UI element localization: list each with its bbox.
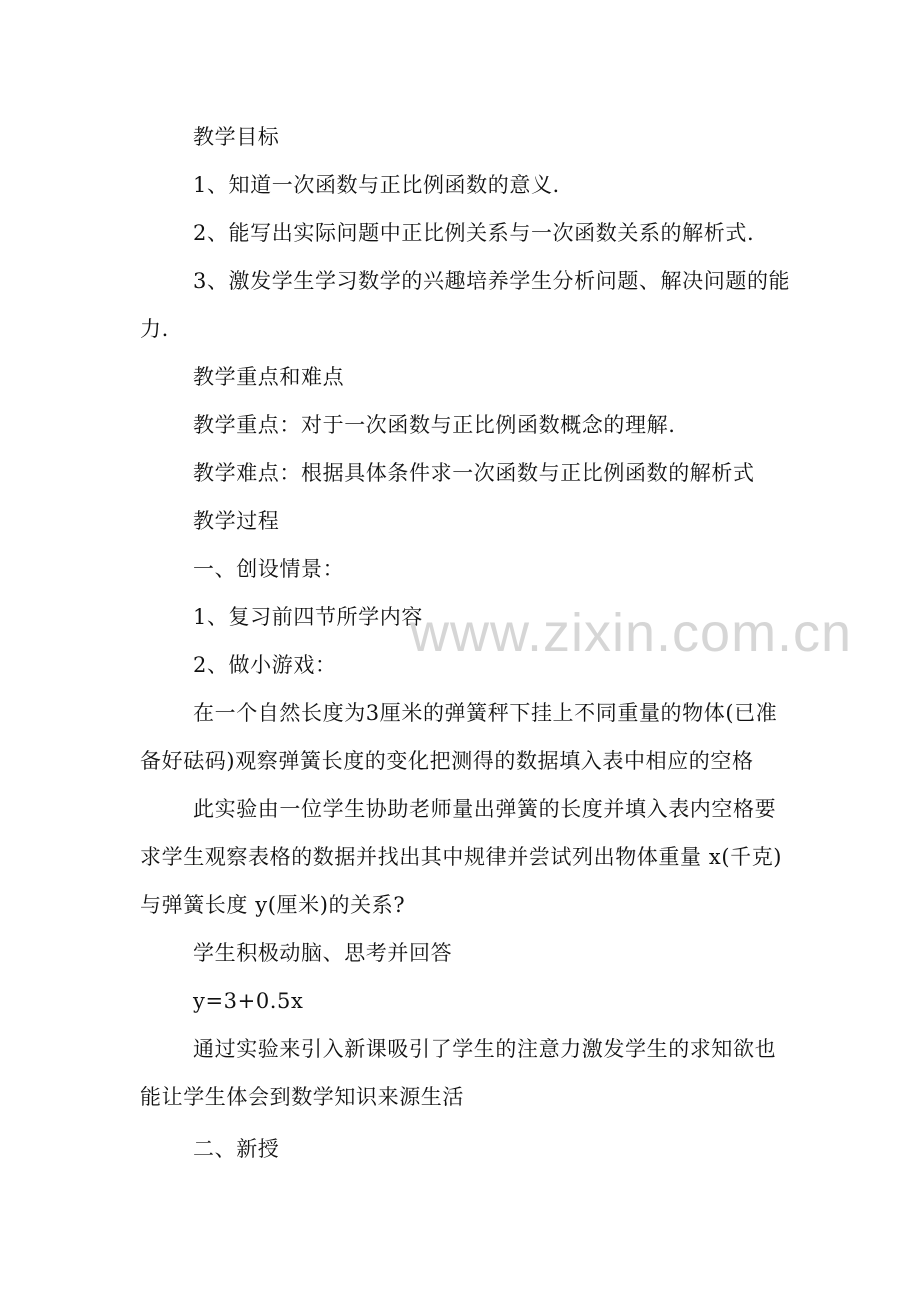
- paragraph-observe-line-2: 求学生观察表格的数据并找出其中规律并尝试列出物体重量 x(千克): [140, 845, 783, 869]
- goal-item-2: 2、能写出实际问题中正比例关系与一次函数关系的解析式.: [193, 221, 755, 245]
- section-1-item-2: 2、做小游戏：: [193, 653, 337, 677]
- section-1-title: 一、创设情景：: [193, 557, 345, 581]
- heading-teaching-process: 教学过程: [193, 509, 280, 533]
- heading-teaching-goals: 教学目标: [193, 125, 280, 149]
- paragraph-observe-line-1: 此实验由一位学生协助老师量出弹簧的长度并填入表内空格要: [193, 797, 777, 821]
- section-1-item-1: 1、复习前四节所学内容: [193, 605, 423, 629]
- heading-key-points: 教学重点和难点: [193, 365, 345, 389]
- key-point-text: 教学重点：对于一次函数与正比例函数概念的理解.: [193, 413, 676, 437]
- watermark-text: www.zixin.com.cn: [410, 603, 853, 663]
- section-2-title: 二、新授: [193, 1137, 280, 1161]
- difficulty-text: 教学难点：根据具体条件求一次函数与正比例函数的解析式: [193, 461, 755, 485]
- paragraph-intro-line-1: 通过实验来引入新课吸引了学生的注意力激发学生的求知欲也: [193, 1037, 777, 1061]
- paragraph-experiment-line-1: 在一个自然长度为3厘米的弹簧秤下挂上不同重量的物体(已准: [193, 701, 778, 725]
- student-response-text: 学生积极动脑、思考并回答: [193, 941, 453, 965]
- paragraph-experiment-line-2: 备好砝码)观察弹簧长度的变化把测得的数据填入表中相应的空格: [140, 749, 754, 773]
- paragraph-observe-line-3: 与弹簧长度 y(厘米)的关系?: [140, 893, 406, 917]
- formula-text: y=3+0.5x: [193, 989, 304, 1013]
- goal-item-3: 3、激发学生学习数学的兴趣培养学生分析问题、解决问题的能: [193, 269, 791, 293]
- goal-item-1: 1、知道一次函数与正比例函数的意义.: [193, 173, 560, 197]
- goal-item-3-continued: 力.: [140, 317, 169, 341]
- paragraph-intro-line-2: 能让学生体会到数学知识来源生活: [140, 1085, 464, 1109]
